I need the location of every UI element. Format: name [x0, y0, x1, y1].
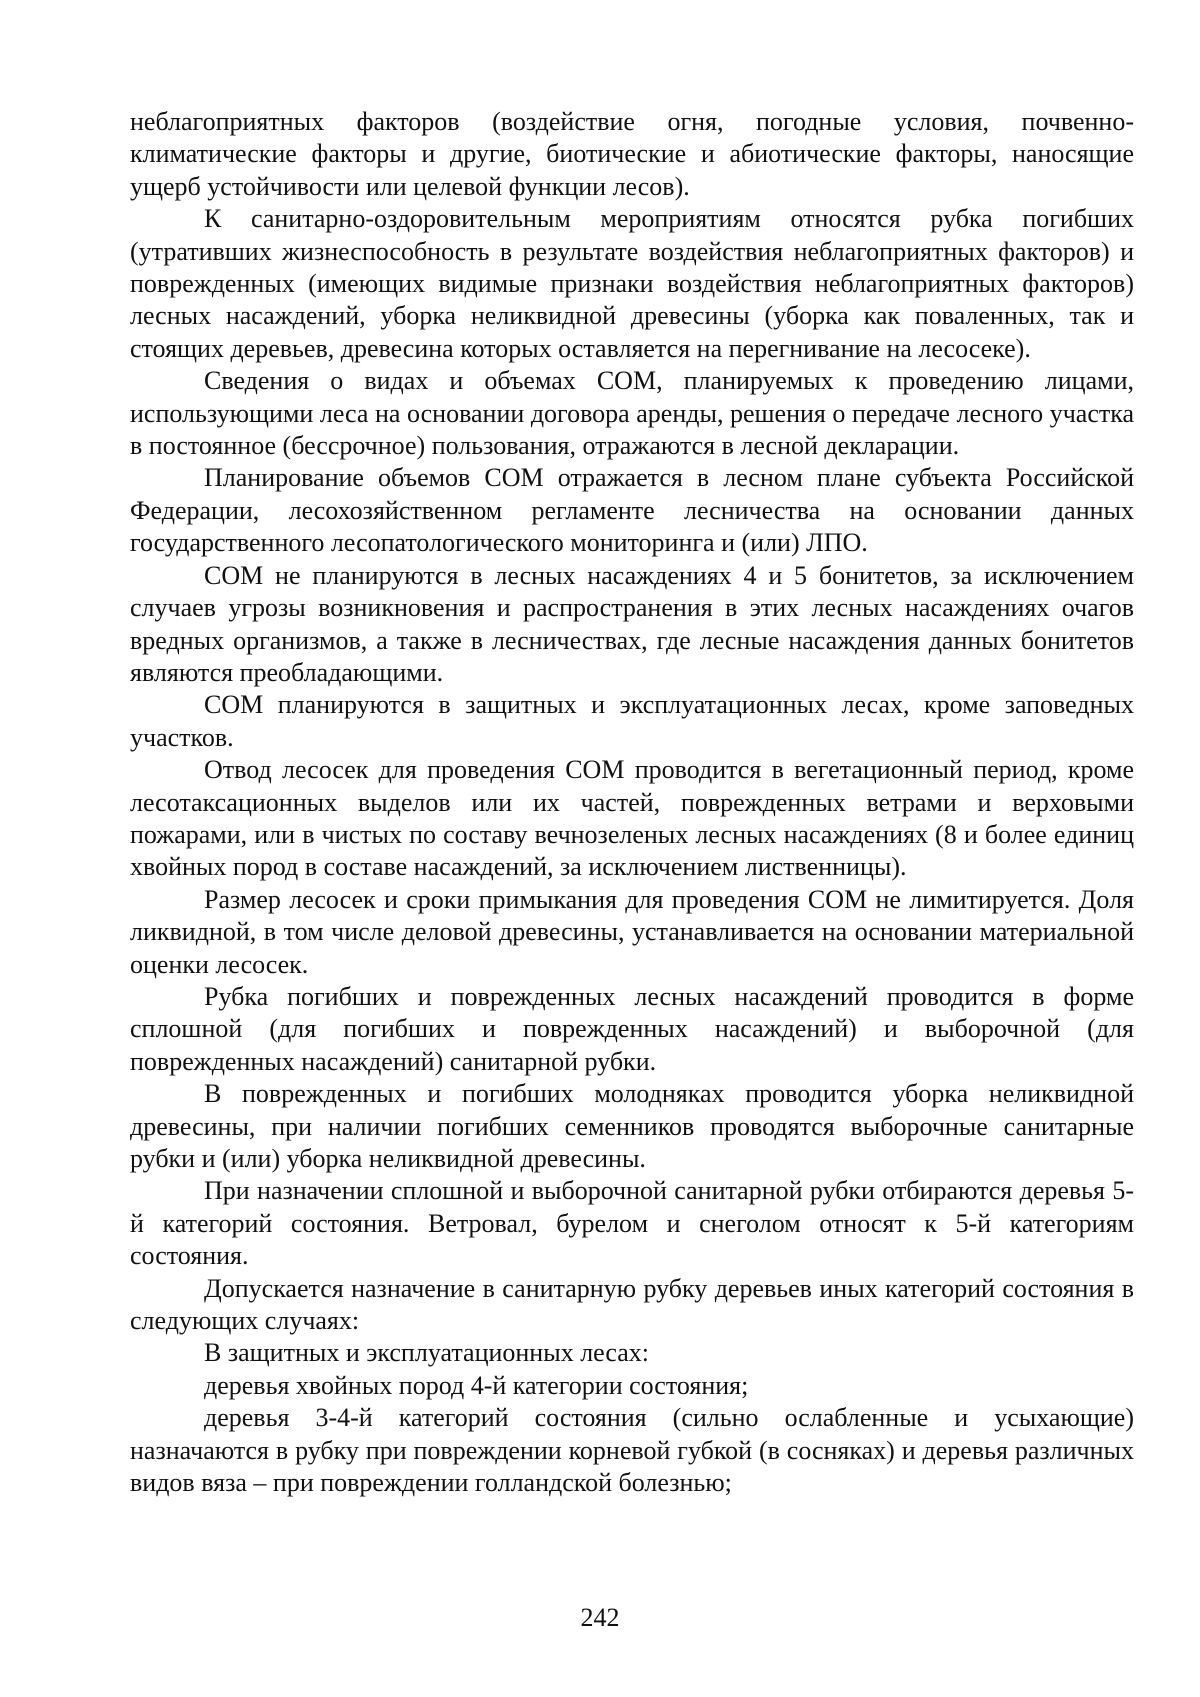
page-number: 242 — [580, 1603, 620, 1632]
list-item: деревья 3-4-й категорий состояния (сильно ослабленные и усыхающие) назначаются в рубку при повреждении корневой губкой (в сосняках) и деревья различных видов вяза – при повреждении голландской болезнью; — [130, 1403, 1134, 1498]
paragraph: В защитных и эксплуатационных лесах: — [204, 1338, 649, 1368]
paragraph: Рубка погибших и поврежденных лесных насаждений проводится в форме сплошной (для погибших и поврежденных насаждений) и выборочной (для поврежденных насаждений) санитарной рубки. — [130, 981, 1134, 1076]
paragraph: СОМ планируются в защитных и эксплуатационных лесах, кроме заповедных участков. — [130, 690, 1134, 752]
paragraph: В поврежденных и погибших молодняках проводится уборка неликвидной древесины, при наличии погибших семенников проводятся выборочные санитарные рубки и (или) уборка неликвидной древесины. — [130, 1079, 1134, 1173]
paragraph: Допускается назначение в санитарную рубку деревьев иных категорий состояния в следующих случаях: — [130, 1273, 1134, 1336]
paragraph: Сведения о видах и объемах СОМ, планируемых к проведению лицами, использующими леса на основании договора аренды, решения о передаче лесного участка в постоянное (бессрочное) пользования, отражаются в лесной декларации. — [130, 366, 1134, 461]
list-item: деревья хвойных пород 4-й категории состояния; — [204, 1370, 749, 1400]
paragraph: Планирование объемов СОМ отражается в лесном плане субъекта Российской Федерации, лесохозяйственном регламенте лесничества на основании данных государственного лесопатологического мониторинга и (или) ЛПО. — [130, 463, 1134, 558]
document-body — [130, 106, 1134, 1499]
paragraph: К санитарно-оздоровительным мероприятиям относятся рубка погибших (утративших жизнеспособность в результате воздействия неблагоприятных факторов) и поврежденных (имеющих видимые признаки воздействия неблагоприятных факторов) лесных насаждений, уборка неликвидной древесины (уборка как поваленных, так и стоящих деревьев, древесина которых оставляется на перегнивание на лесосеке). — [130, 204, 1134, 363]
paragraph: Размер лесосек и сроки примыкания для проведения СОМ не лимитируется. Доля ликвидной, в том числе деловой древесины, устанавливается на основании материальной оценки лесосек. — [130, 884, 1134, 979]
paragraph: Отвод лесосек для проведения СОМ проводится в вегетационный период, кроме лесотаксационных выделов или их частей, поврежденных ветрами и верховыми пожарами, или в чистых по составу вечнозеленых лесных насаждениях (8 и более единиц хвойных пород в составе насаждений, за исключением лиственницы). — [130, 755, 1134, 882]
paragraph: При назначении сплошной и выборочной санитарной рубки отбираются деревья 5-й категорий состояния. Ветровал, бурелом и снеголом относят к 5-й категориям состояния. — [130, 1176, 1134, 1271]
paragraph: СОМ не планируются в лесных насаждениях 4 и 5 бонитетов, за исключением случаев угрозы возникновения и распространения в этих лесных насаждениях очагов вредных организмов, а также в лесничествах, где лесные насаждения данных бонитетов являются преобладающими. — [130, 560, 1134, 687]
paragraph-continued: неблагоприятных факторов (воздействие огня, погодные условия, почвенно-климатические факторы и другие, биотические и абиотические факторы, наносящие ущерб устойчивости или целевой функции лесов). — [130, 107, 1134, 201]
